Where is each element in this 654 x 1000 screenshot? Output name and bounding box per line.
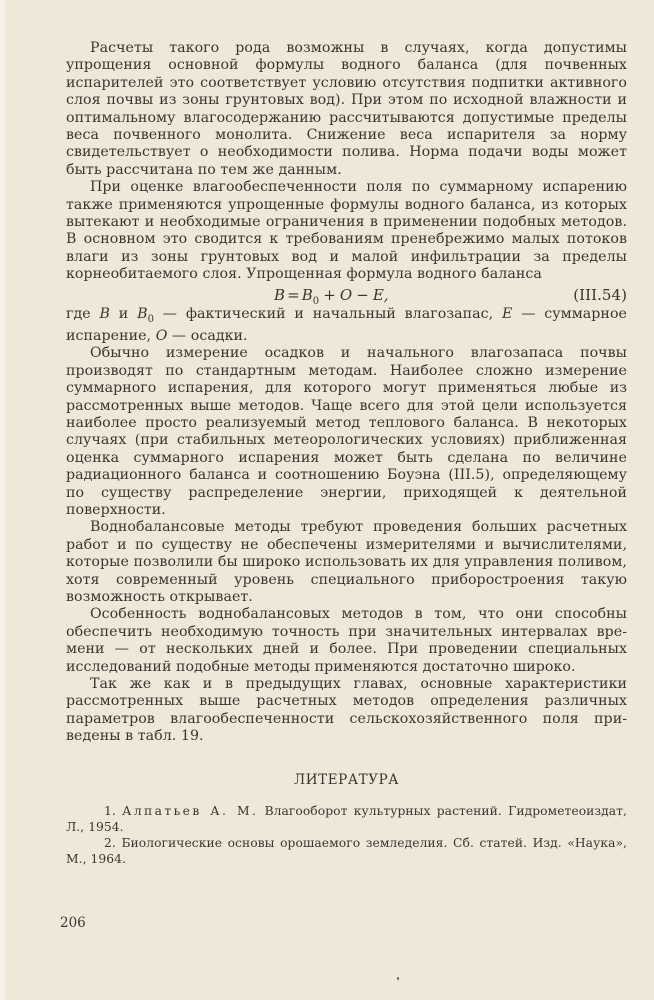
legend-text-2: и xyxy=(110,305,138,322)
paragraph-3: Обычно измерение осадков и начального влагозапаса почвы производят по стандартным методам. Наиболее сложно измерение суммарного испарения, для которого могут применяться любые из рассмотренных выше методов. Чаще всего для этой цели используется наиболее просто реализуемый метод теплового баланса. В некоторых случаях (при стабильных метеорологических условиях) приближенная оценка суммарного испарения может быть сделана по величине радиационного баланса и соотношению Боуэна (III.5), определяющему по существу распределение энергии, приходящей к деятельной поверхности. xyxy=(66,345,627,518)
legend-text-1: где xyxy=(66,305,100,322)
reference-title: Влагооборот культурных растений. Гидрометеоиздат, Л., 1954. xyxy=(66,804,627,835)
reference-number: 1. xyxy=(104,804,123,819)
formula-b: B xyxy=(274,285,286,304)
legend-var-b0-sub: 0 xyxy=(147,313,154,325)
page-edge xyxy=(0,0,5,1000)
formula-minus: − xyxy=(356,285,369,304)
formula-III-54 xyxy=(66,284,627,306)
legend-var-e: E xyxy=(501,305,513,322)
formula-plus: + xyxy=(323,285,336,304)
paragraph-1: Расчеты такого рода возможны в случаях, когда допустимы упрощения основной формулы водного баланса (для почвенных испарителей это соответствует условию отсутствия подпитки активного слоя почвы из зоны грунтовых вод). При этом по исходной влажности и оптимальному влагосодержанию рассчитываются допустимые пределы веса почвенного монолита. Снижение веса испарителя за норму свидетельствует о необходимости полива. Норма подачи воды может быть рассчитана по тем же данным. xyxy=(66,40,627,178)
paragraph-6: Так же как и в предыдущих главах, основные характеристики рассмотренных выше расчетных методов определения различных параметров влагообеспеченности сельскохозяйственного поля приведены в табл. 19. xyxy=(66,676,627,745)
paragraph-2: При оценке влагообеспеченности поля по суммарному испарению также применяются упрощенные формулы водного баланса, из которых вытекают и необходимые ограничения в применении подобных методов. В основном это сводится к требованиям пренебрежимо малых потоков влаги из зоны грунтовых вод и малой инфильтрации за пределы корнеобитаемого слоя. Упрощенная формула водного баланса xyxy=(66,179,627,283)
formula-number: (III.54) xyxy=(573,285,627,304)
legend-text-4: — суммарное испарение, xyxy=(66,305,627,344)
main-text xyxy=(66,40,627,867)
formula-expression xyxy=(274,284,389,313)
legend-var-o: O xyxy=(155,327,168,344)
legend-text-3: — фактический и начальный влагозапас, xyxy=(154,305,502,322)
reference-item xyxy=(66,835,627,867)
reference-title: Биологические основы орошаемого земледелия. Сб. статей. Изд. «Наука», М., 1964. xyxy=(66,836,628,867)
legend-var-b: B xyxy=(99,305,110,322)
print-speck xyxy=(397,977,399,980)
formula-b0: B xyxy=(301,285,313,304)
legend-var-b0: B xyxy=(137,305,148,322)
formula-b0-sub: 0 xyxy=(312,295,320,307)
reference-item xyxy=(66,803,627,835)
formula-e: E, xyxy=(372,285,389,304)
references-heading: ЛИТЕРАТУРА xyxy=(293,771,400,788)
paragraph-5: Особенность воднобалансовых методов в том, что они способны обеспечить необходимую точность при значительных интервалах времени — от нескольких дней и более. При проведении специальных исследований подобные методы применяются достаточно широко. xyxy=(66,606,627,675)
reference-author: Алпатьев А. М. xyxy=(122,804,259,819)
formula-equals: = xyxy=(287,285,300,304)
references-list xyxy=(66,803,627,867)
formula-o: O xyxy=(339,285,353,304)
reference-number: 2. xyxy=(104,836,122,851)
legend-text-5: — осадки. xyxy=(167,327,248,344)
paragraph-4: Воднобалансовые методы требуют проведения больших расчетных работ и по существу не обеспечены измерителями и вычислителями, которые позволили бы широко использовать их для управления поливом, хотя современный уровень специального приборостроения такую возможность открывает. xyxy=(66,519,627,606)
page-number: 206 xyxy=(60,915,86,931)
